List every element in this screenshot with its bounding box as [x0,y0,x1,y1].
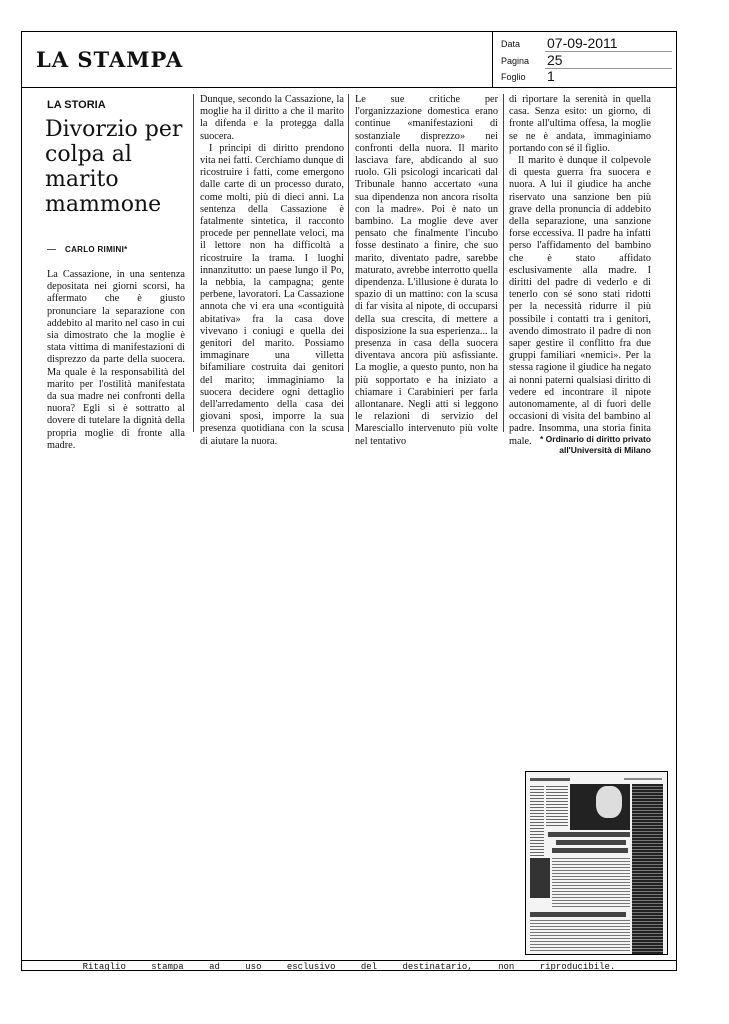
thumb-text [552,858,630,908]
author: CARLO RIMINI* [65,245,128,254]
paragraph: La Cassazione, in una sentenza depositata nei giorni scorsi, ha affermato che è giusto pronunciare la separazione con addebito al marito nel caso in cui sia dimostrato che la moglie è stata vittima di manifestazioni di disprezzo da parte della suocera. Ma quale è la responsabilità del marito per l'ostilità manifestata da sua madre nei confronti della nuora? Egli si è sottratto al dovere di tutelare la dignità della propria moglie di fronte alla madre. [47,269,185,451]
column-rule [348,94,349,432]
thumb-topline [624,778,662,780]
thumb-text [546,786,568,826]
column-rule [503,94,504,432]
header [21,31,677,88]
article-title: Divorzio per colpa al marito mammone [45,117,183,217]
paragraph: Le sue critiche per l'organizzazione domestica erano continue «manifestazioni di sostanziale disprezzo» nei confronti della nuora. Il marito lasciava fare, abdicando al suo ruolo. Gli psicologi incaricati dal Tribunale hanno accertato «una sua dipendenza non ancora risolta con la madre». Poi è nato un bambino. La moglie deve aver pensato che finalmente l'incubo fosse destinato a finire, che suo marito, diventato padre, sarebbe maturato, avrebbe interrotto quella dipendenza. L'illusione è durata lo spazio di un mattino: con la scusa di far visita al nipote, di occuparsi della sua crescita, di mettere a disposizione la sua esperienza... la presenza in casa della suocera diventava ancora più asfissiante. La moglie, a questo punto, non ha più sopportato e ha iniziato a chiamare i Carabinieri per farla allontanare. Negli atti si leggono le relazioni di servizio del Maresciallo intervenuto più volte nel tentativo [355,94,498,447]
author-dash [47,249,56,250]
column-1 [47,269,185,452]
meta-page-label: Pagina [501,56,530,66]
thumb-photo-face [596,786,622,818]
thumb-headline [548,832,630,837]
thumb-headline [552,848,628,853]
paragraph: I principi di diritto prendono vita nei fatti. Cerchiamo dunque di ricostruire i fatti, come emergono dalle carte di un processo durato, come molti, più di dieci anni. La sentenza della Cassazione è fatalmente sintetica, il racconto procede per pennellate veloci, ma il lettore non ha difficoltà a ricostruire la trama. I luoghi innanzitutto: un paese lungo il Po, la nebbia, la campagna; gente perbene, lavoratori. La Cassazione annota che vi era una «contiguità abitativa» fra la casa dove vivevano i coniugi e quella dei genitori del marito. Possiamo immaginare una villetta bifamiliare costruita dai genitori del marito; immaginiamo la suocera decidere ogni dettaglio dell'arredamento della casa dei giovani sposi, imporre la sua presenza quotidiana con la scusa di aiutare la nuora. [200,142,344,447]
meta-date-line [545,51,672,52]
meta-page [501,53,676,69]
meta-box [492,32,678,87]
thumb-figure [530,858,550,898]
meta-page-value: 25 [547,52,563,68]
meta-date-value: 07-09-2011 [547,35,618,51]
column-rule [193,94,194,432]
author-footnote: * Ordinario di diritto privato all'Università di Milano [540,434,651,455]
meta-sheet-label: Foglio [501,72,526,82]
thumb-masthead [530,778,570,781]
paragraph: Il marito è dunque il colpevole di questa guerra fra suocera e nuora. A lui il giudice ha anche riservato una sanzione ben più grave della pronuncia di addebito della separazione, una sanzione forse eccessiva. Il padre ha infatti perso l'affidamento del bambino che è stato affidato esclusivamente alla madre. I diritti del padre di vederlo e di tenerlo con sé sono stati ridotti per la necessità ridurre il più possibile i contatti tra i genitori, avendo dimostrato il padre di non saper gestire il conflitto fra due gruppi familiari «nemici». Per la stessa ragione il giudice ha negato ai nonni paterni qualsiasi diritto di vedere ed incontrare il nipote autonomamente, al di fuori delle occasioni di visita del bambino al padre. Insomma, una storia finita male. [509,155,651,447]
section-label: LA STORIA [47,99,106,111]
thumb-text [530,920,630,952]
thumb-headline [530,912,626,917]
meta-sheet-value: 1 [547,68,555,84]
meta-sheet [501,69,676,85]
masthead: LA STAMPA [36,47,184,72]
thumb-dark-column [632,784,663,954]
column-4 [509,94,651,448]
meta-date [501,36,676,52]
column-2 [200,94,344,448]
thumb-text [530,786,544,866]
meta-date-label: Data [501,39,521,49]
page-thumbnail-image [525,771,668,955]
disclaimer: Ritaglio stampa ad uso esclusivo del destinatario, non riproducibile. [21,960,677,973]
thumb-headline [556,840,626,845]
paragraph: Dunque, secondo la Cassazione, la moglie ha il diritto a che il marito la difenda e la protegga dalla suocera. [200,94,344,142]
paragraph: di riportare la serenità in quella casa. Senza esito: un giorno, di fronte all'ultima offesa, la moglie se ne è andata, immaginiamo portando con sé il figlio. [509,94,651,154]
column-3 [355,94,498,448]
